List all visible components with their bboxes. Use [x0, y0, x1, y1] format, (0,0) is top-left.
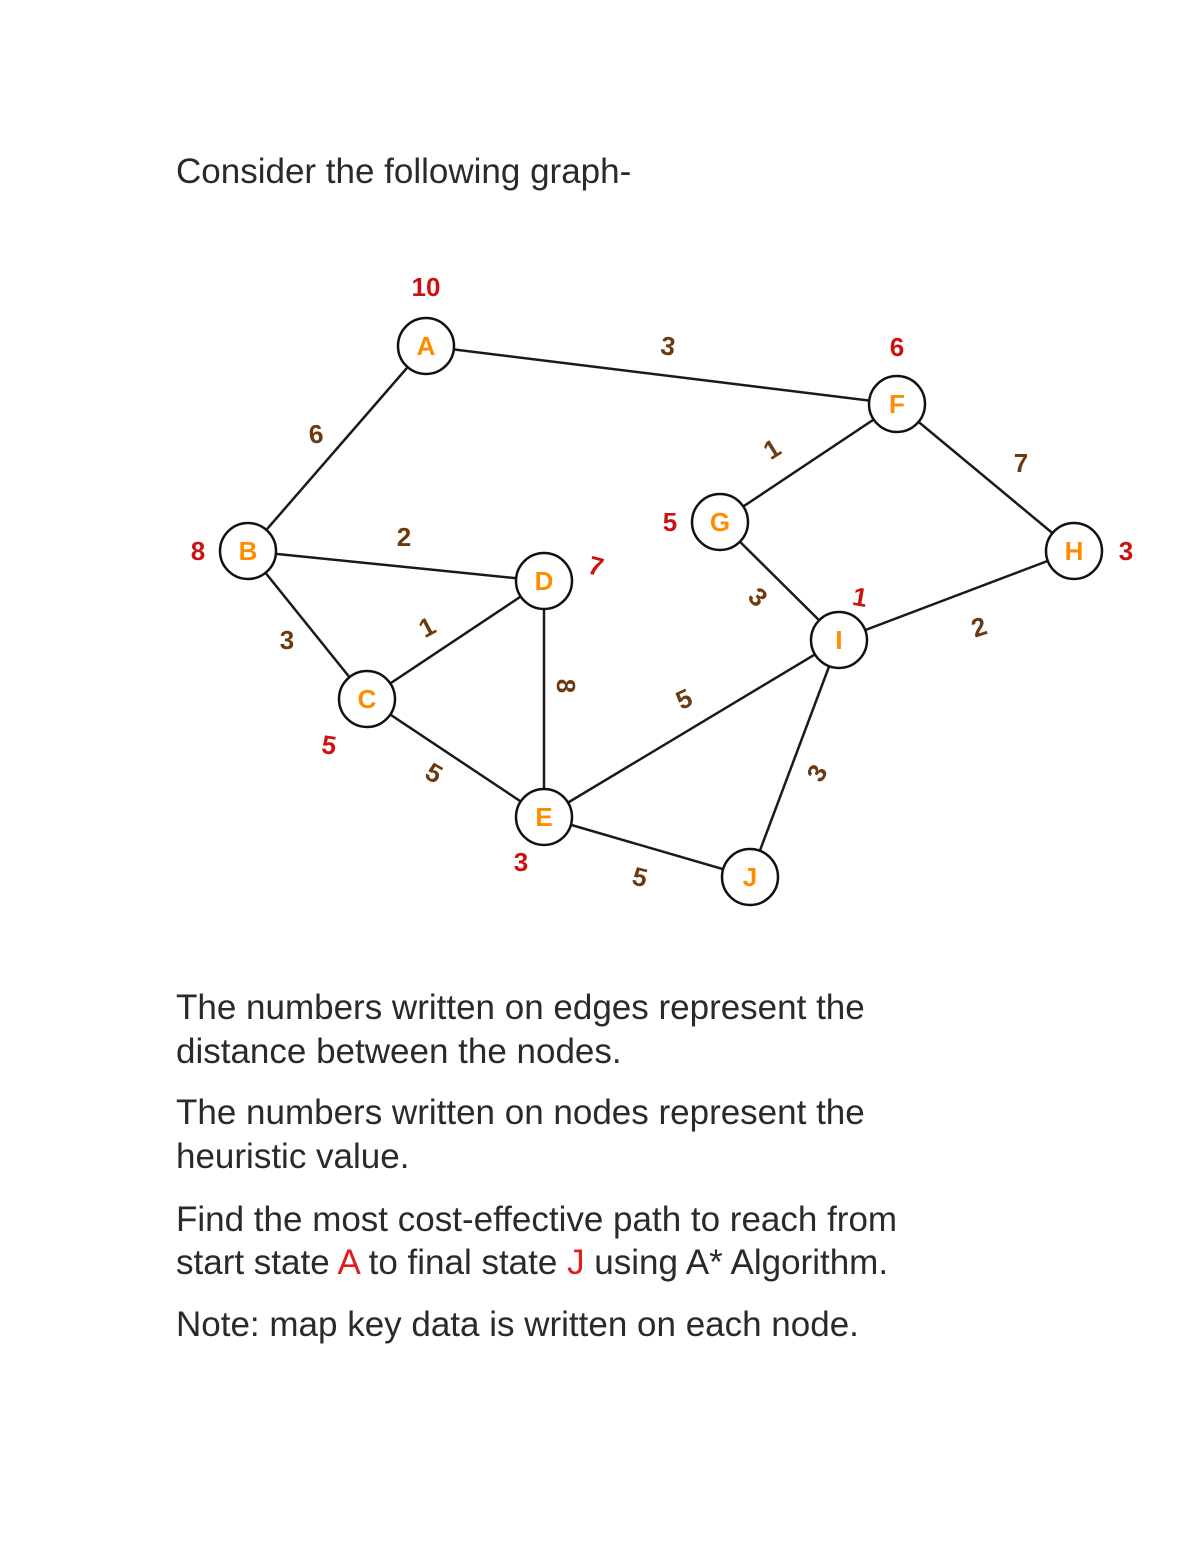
task-line1: Find the most cost-effective path to reach from: [176, 1200, 898, 1239]
node-b: [220, 523, 276, 579]
edge-weight-i-j: 3: [800, 759, 834, 787]
edge-weight-i-h: 2: [967, 610, 991, 644]
node-label-j: J: [742, 862, 758, 892]
task-line2: [176, 1241, 888, 1285]
edge-weight-a-b: 6: [307, 418, 325, 450]
edge-f-g: [720, 404, 897, 522]
edge-weight-e-j: 5: [629, 860, 651, 894]
nodes-layer: [220, 318, 1102, 905]
node-explanation-line1: The numbers written on nodes represent the: [176, 1093, 865, 1132]
node-label-i: I: [835, 625, 843, 655]
node-label-b: B: [238, 536, 258, 566]
edge-weight-f-g: 1: [757, 432, 787, 466]
node-explanation-line2: heuristic value.: [176, 1137, 410, 1176]
edge-weight-b-d: 2: [396, 522, 412, 552]
goal-state: J: [567, 1243, 585, 1282]
node-j: [722, 849, 778, 905]
node-e: [516, 789, 572, 845]
heuristic-h: 3: [1118, 536, 1134, 566]
heuristic-d: 7: [585, 549, 607, 583]
edge-weight-b-c: 3: [279, 625, 295, 655]
edge-e-i: [544, 640, 839, 817]
edge-i-h: [839, 551, 1074, 640]
edge-weight-d-e: 8: [551, 678, 581, 694]
edge-explanation-line1: The numbers written on edges represent the: [176, 988, 865, 1027]
node-label-a: A: [416, 331, 436, 361]
edge-f-h: [897, 404, 1074, 551]
heuristic-g: 5: [662, 507, 678, 537]
heuristic-f: 6: [889, 332, 905, 362]
note-text: Note: map key data is written on each node.: [176, 1305, 859, 1344]
start-state: A: [337, 1243, 359, 1282]
edge-c-d: [367, 581, 544, 699]
task-text-start: start state: [176, 1243, 338, 1282]
node-f: [869, 376, 925, 432]
edge-i-j: [750, 640, 839, 877]
node-label-c: C: [357, 684, 377, 714]
task-text-middle: to final state: [358, 1243, 568, 1282]
edge-weight-a-f: 3: [658, 330, 678, 362]
edge-c-e: [367, 699, 544, 817]
edge-weight-f-h: 7: [1013, 448, 1029, 478]
node-a: [398, 318, 454, 374]
node-i: [811, 612, 867, 668]
node-label-g: G: [709, 507, 731, 537]
heuristic-c: 5: [319, 729, 339, 761]
heuristic-i: 1: [850, 580, 870, 614]
task-text-end: using A* Algorithm.: [584, 1243, 889, 1282]
edge-weight-c-e: 5: [420, 756, 448, 790]
edge-explanation-line2: distance between the nodes.: [176, 1032, 622, 1071]
node-label-d: D: [534, 566, 554, 596]
heuristics-layer: [191, 272, 1133, 877]
edge-weight-g-i: 3: [742, 581, 774, 613]
node-label-e: E: [535, 802, 553, 832]
edge-a-b: [248, 346, 426, 551]
edge-weight-c-d: 1: [413, 610, 441, 644]
edges-layer: [248, 346, 1074, 877]
node-label-h: H: [1064, 536, 1084, 566]
edge-weight-e-i: 5: [671, 682, 697, 716]
heuristic-e: 3: [513, 847, 529, 877]
node-d: [516, 553, 572, 609]
node-label-f: F: [889, 389, 905, 419]
heuristic-b: 8: [190, 536, 206, 566]
node-h: [1046, 523, 1102, 579]
node-c: [339, 671, 395, 727]
heuristic-a: 10: [411, 272, 441, 302]
edge-b-d: [248, 551, 544, 581]
node-g: [692, 494, 748, 550]
intro-text: Consider the following graph-: [176, 152, 632, 191]
